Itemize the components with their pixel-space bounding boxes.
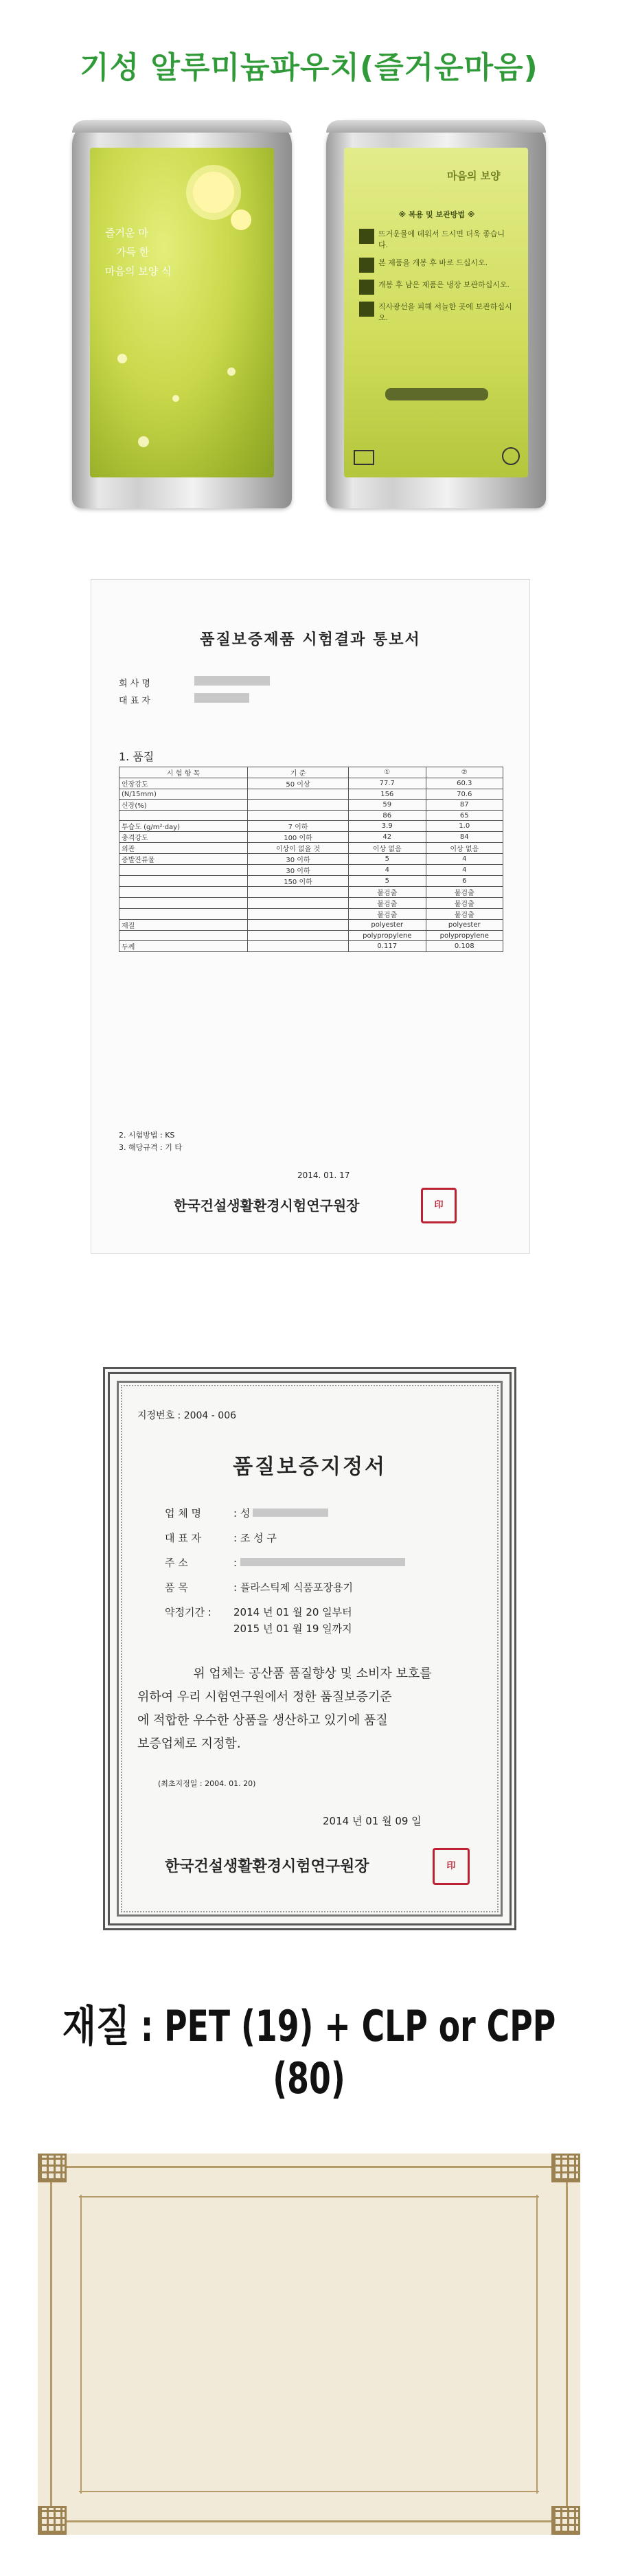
table-cell: 불검출: [349, 909, 426, 920]
table-row: [119, 876, 503, 887]
table-cell: 5: [349, 876, 426, 887]
field-period: 약정기간 : 2014 년 01 월 20 일부터 2015 년 01 월 19 일까지: [165, 1606, 352, 1635]
certificate-issuer: 한국건설생활환경시험연구원장: [165, 1858, 369, 1875]
table-cell: [119, 865, 248, 876]
report-footer-line: 3. 해당규격 : 기 타: [119, 1143, 182, 1152]
table-cell: 이상 없음: [349, 843, 426, 854]
table-cell: 충격강도: [119, 832, 248, 843]
table-row: [119, 789, 503, 800]
official-seal: 印: [421, 1188, 457, 1223]
table-row: [119, 854, 503, 865]
frame-line: [80, 2195, 82, 2494]
slogan-line: 즐거운 마: [105, 227, 148, 239]
table-cell: 외관: [119, 843, 248, 854]
flower-dot: [172, 395, 179, 402]
frame-line: [65, 2520, 553, 2522]
page-title: 기성 알루미늄파우치(즐거운마음): [80, 50, 538, 85]
pouch-front-slogan: [105, 223, 171, 281]
table-cell: 불검출: [426, 909, 503, 920]
table-row: [119, 941, 503, 952]
frame-corner-icon: [551, 2506, 580, 2535]
table-cell: 4: [426, 854, 503, 865]
table-cell: 1.0: [426, 821, 503, 832]
flower-icon: [231, 210, 251, 230]
table-row: [119, 931, 503, 941]
flower-icon: [193, 172, 234, 213]
expiry-window: [385, 388, 488, 400]
table-cell: [248, 811, 349, 821]
instruction-item: 개봉 후 남은 제품은 냉장 보관하십시오.: [359, 280, 513, 295]
table-cell: 이상 없음: [426, 843, 503, 854]
table-cell: 재질: [119, 920, 248, 931]
table-cell: [248, 789, 349, 800]
table-cell: 불검출: [426, 898, 503, 909]
flower-dot: [227, 368, 236, 376]
frame-corner-icon: [38, 2506, 67, 2535]
table-cell: [248, 800, 349, 811]
table-cell: 신장(%): [119, 800, 248, 811]
report-company-label: 회 사 명: [119, 679, 150, 689]
slogan-line: 가득 한: [116, 246, 150, 258]
table-cell: 불검출: [349, 898, 426, 909]
certificate-title: 품질보증지정서: [233, 1455, 387, 1479]
pouch-front-image: [72, 120, 292, 508]
table-cell: 30 이하: [248, 854, 349, 865]
table-row: [119, 865, 503, 876]
report-footer-line: 2. 시험방법 : KS: [119, 1131, 175, 1140]
frame-corner-icon: [38, 2154, 67, 2182]
fridge-icon: [359, 280, 374, 295]
table-cell: [119, 931, 248, 941]
table-cell: 84: [426, 832, 503, 843]
table-row: [119, 821, 503, 832]
table-cell: [248, 941, 349, 952]
table-cell: 인장강도: [119, 778, 248, 789]
table-row: [119, 843, 503, 854]
field-item: 품 목 : 플라스틱제 식품포장용기: [165, 1581, 353, 1594]
table-cell: 150 이하: [248, 876, 349, 887]
table-cell: [119, 876, 248, 887]
table-cell: [248, 898, 349, 909]
pouch-seal: [72, 120, 292, 133]
table-cell: [248, 931, 349, 941]
table-cell: [119, 909, 248, 920]
flower-dot: [117, 354, 127, 363]
table-cell: [248, 887, 349, 898]
table-cell: polyester: [426, 920, 503, 931]
table-cell: 42: [349, 832, 426, 843]
report-section: 1. 품질: [119, 750, 154, 763]
pouch-seal: [326, 120, 546, 133]
certificate-document: [103, 1367, 516, 1930]
table-cell: 두께: [119, 941, 248, 952]
table-cell: 6: [426, 876, 503, 887]
table-row: [119, 887, 503, 898]
table-row: [119, 920, 503, 931]
table-cell: [119, 887, 248, 898]
barcode-icon: [354, 450, 374, 465]
table-cell: 5: [349, 854, 426, 865]
table-cell: 0.117: [349, 941, 426, 952]
table-cell: 불검출: [426, 887, 503, 898]
table-cell: 7 이하: [248, 821, 349, 832]
material-spec: 재질 : PET (19) + CLP or CPP (80): [62, 2001, 556, 2103]
pouch-back-label: [344, 148, 528, 477]
pouch-brand: 마음의 보양: [447, 170, 501, 182]
table-header-row: 시 험 항 목 기 준 ① ②: [119, 767, 503, 778]
sun-icon: [359, 302, 374, 317]
table-cell: polypropylene: [426, 931, 503, 941]
frame-line: [536, 2195, 538, 2494]
results-table: [119, 767, 503, 952]
field-address: 주 소 :: [165, 1550, 467, 1575]
official-seal: 印: [433, 1848, 470, 1885]
redacted-block: [240, 1558, 405, 1566]
table-cell: 156: [349, 789, 426, 800]
table-cell: 100 이하: [248, 832, 349, 843]
table-cell: [248, 920, 349, 931]
table-cell: [119, 811, 248, 821]
table-row: [119, 832, 503, 843]
test-report-document: [91, 579, 530, 1254]
table-cell: 증발잔류물: [119, 854, 248, 865]
redacted-block: [194, 693, 249, 703]
panel-heading: ※ 복용 및 보관방법 ※: [398, 210, 475, 219]
frame-corner-icon: [551, 2154, 580, 2182]
table-cell: 0.108: [426, 941, 503, 952]
recycle-icon: [502, 447, 520, 465]
table-cell: (N/15mm): [119, 789, 248, 800]
microwave-icon: [359, 229, 374, 244]
table-cell: 65: [426, 811, 503, 821]
table-cell: 불검출: [349, 887, 426, 898]
pouch-back-image: [326, 120, 546, 508]
table-row: [119, 811, 503, 821]
field-representative: 대 표 자 : 조 성 구: [165, 1532, 277, 1544]
table-cell: 3.9: [349, 821, 426, 832]
table-row: [119, 778, 503, 789]
table-cell: 투습도 (g/m²·day): [119, 821, 248, 832]
redacted-block: [194, 676, 270, 686]
certificate-issue-date: 2014 년 01 월 09 일: [323, 1815, 422, 1827]
table-row: [119, 909, 503, 920]
redacted-block: [253, 1509, 328, 1517]
instruction-item: 본 제품을 개봉 후 바로 드십시오.: [359, 258, 513, 273]
frame-line: [79, 2491, 539, 2492]
table-cell: 30 이하: [248, 865, 349, 876]
certificate-fields: [165, 1501, 467, 1637]
certificate-body: 위 업체는 공산품 품질향상 및 소비자 보호를 위하여 우리 시험연구원에서 정한 품질보증기준 에 적합한 우수한 상품을 생산하고 있기에 품질 보증업체로 지정함.: [137, 1667, 432, 1751]
table-cell: 77.7: [349, 778, 426, 789]
slogan-line: 마음의 보양 식: [105, 265, 172, 278]
table-cell: polypropylene: [349, 931, 426, 941]
instruction-list: [359, 229, 513, 324]
table-cell: [248, 909, 349, 920]
frame-line: [65, 2166, 553, 2168]
table-cell: 4: [349, 865, 426, 876]
instruction-item: 뜨거운물에 데워서 드시면 더욱 좋습니다.: [359, 229, 513, 251]
report-date: 2014. 01. 17: [297, 1171, 350, 1180]
first-designation-date: (최초지정일 : 2004. 01. 20): [158, 1779, 256, 1788]
table-cell: 이상이 없을 것: [248, 843, 349, 854]
field-company: 업 체 명 : 성: [165, 1501, 467, 1526]
flower-dot: [138, 436, 149, 447]
instruction-item: 직사광선을 피해 서늘한 곳에 보관하십시오.: [359, 302, 513, 324]
decorative-frame: [38, 2154, 580, 2535]
frame-line: [566, 2181, 568, 2507]
table-cell: 60.3: [426, 778, 503, 789]
pouch-front-label: [90, 148, 274, 477]
table-cell: 87: [426, 800, 503, 811]
table-row: [119, 800, 503, 811]
report-title: 품질보증제품 시험결과 통보서: [200, 631, 421, 648]
table-row: [119, 898, 503, 909]
report-rep-label: 대 표 자: [119, 696, 150, 706]
certificate-number: 지정번호 : 2004 - 006: [137, 1410, 237, 1421]
table-cell: 86: [349, 811, 426, 821]
report-issuer: 한국건설생활환경시험연구원장: [174, 1197, 360, 1214]
table-cell: 70.6: [426, 789, 503, 800]
table-cell: polyester: [349, 920, 426, 931]
scissors-icon: [359, 258, 374, 273]
table-cell: 50 이상: [248, 778, 349, 789]
table-cell: [119, 898, 248, 909]
table-cell: 4: [426, 865, 503, 876]
frame-line: [79, 2196, 539, 2197]
table-cell: 59: [349, 800, 426, 811]
frame-line: [50, 2181, 52, 2507]
